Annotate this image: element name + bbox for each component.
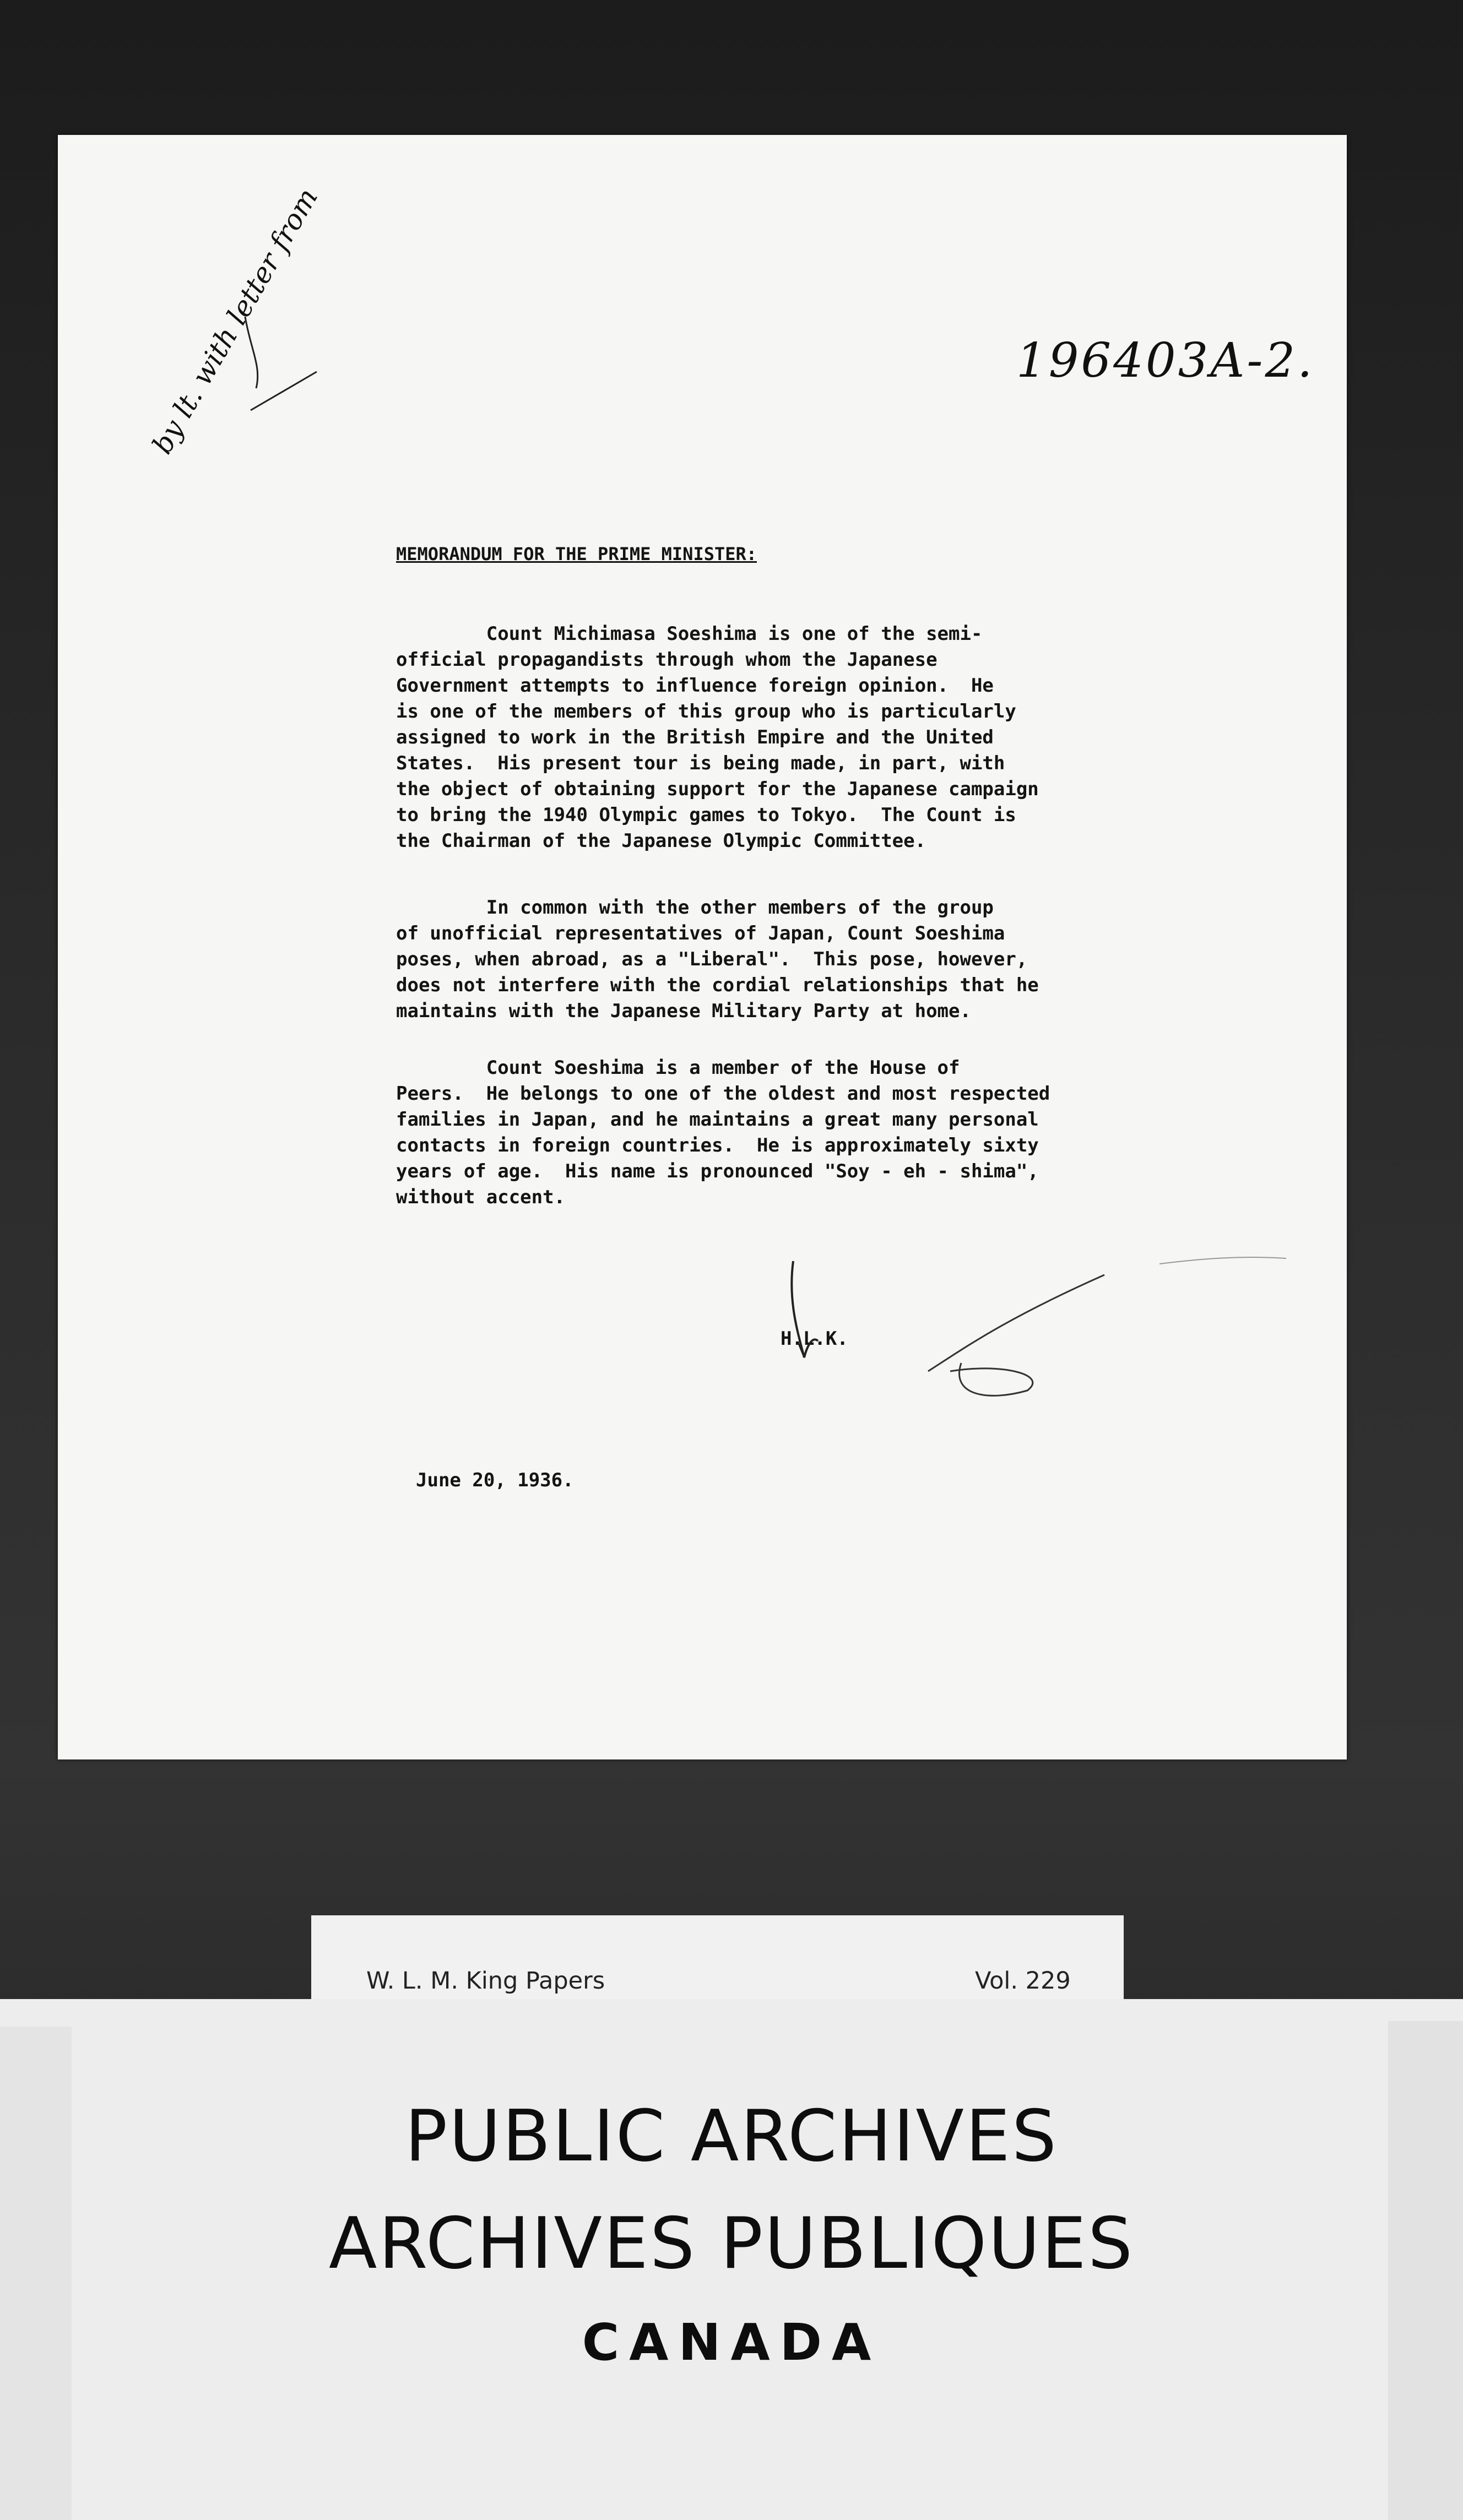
collection-name: W. L. M. King Papers [366, 1967, 605, 1995]
archive-country: CANADA [582, 2313, 881, 2372]
margin-note: by lt. with letter from [146, 183, 324, 459]
memo-paragraph: In common with the other members of the group of unofficial representatives of Japan, Count Soeshima poses, when abroad, as a "Liberal". This pose, however, does not interfere with the cordial relationships that he maintains with the Japanese Military Party at home. [396, 897, 1039, 1022]
volume-number: Vol. 229 [975, 1967, 1071, 1995]
pen-scribble-marks [58, 135, 1347, 1759]
memo-page [58, 135, 1347, 1759]
reference-number: 196403A-2. [1016, 333, 1315, 388]
archive-title-english: PUBLIC ARCHIVES [405, 2095, 1058, 2177]
memo-paragraph: Count Soeshima is a member of the House of Peers. He belongs to one of the oldest and most respected families in Japan, and he maintains a great many personal contacts in foreign countries. He is approximately sixty years of age. His name is pronounced "Soy - eh - shima", without accent. [396, 1057, 1050, 1208]
author-initials: H.L.K. [781, 1328, 848, 1350]
collection-label [311, 1915, 1124, 2006]
memo-date: June 20, 1936. [416, 1469, 574, 1491]
memo-paragraph: Count Michimasa Soeshima is one of the semi- official propagandists through whom the Japanese Government attempts to influence foreign opinion. He is one of the members of this group who is particularly assigned to work in the British Empire and the United States. His present tour is being made, in part, with the object of obtaining support for the Japanese campaign to bring the 1940 Olympic games to Tokyo. The Count is the Chairman of the Japanese Olympic Committee. [396, 623, 1039, 852]
archive-card [0, 1999, 1463, 2520]
memo-heading: MEMORANDUM FOR THE PRIME MINISTER: [396, 544, 757, 564]
archive-title-french: ARCHIVES PUBLIQUES [328, 2203, 1135, 2285]
